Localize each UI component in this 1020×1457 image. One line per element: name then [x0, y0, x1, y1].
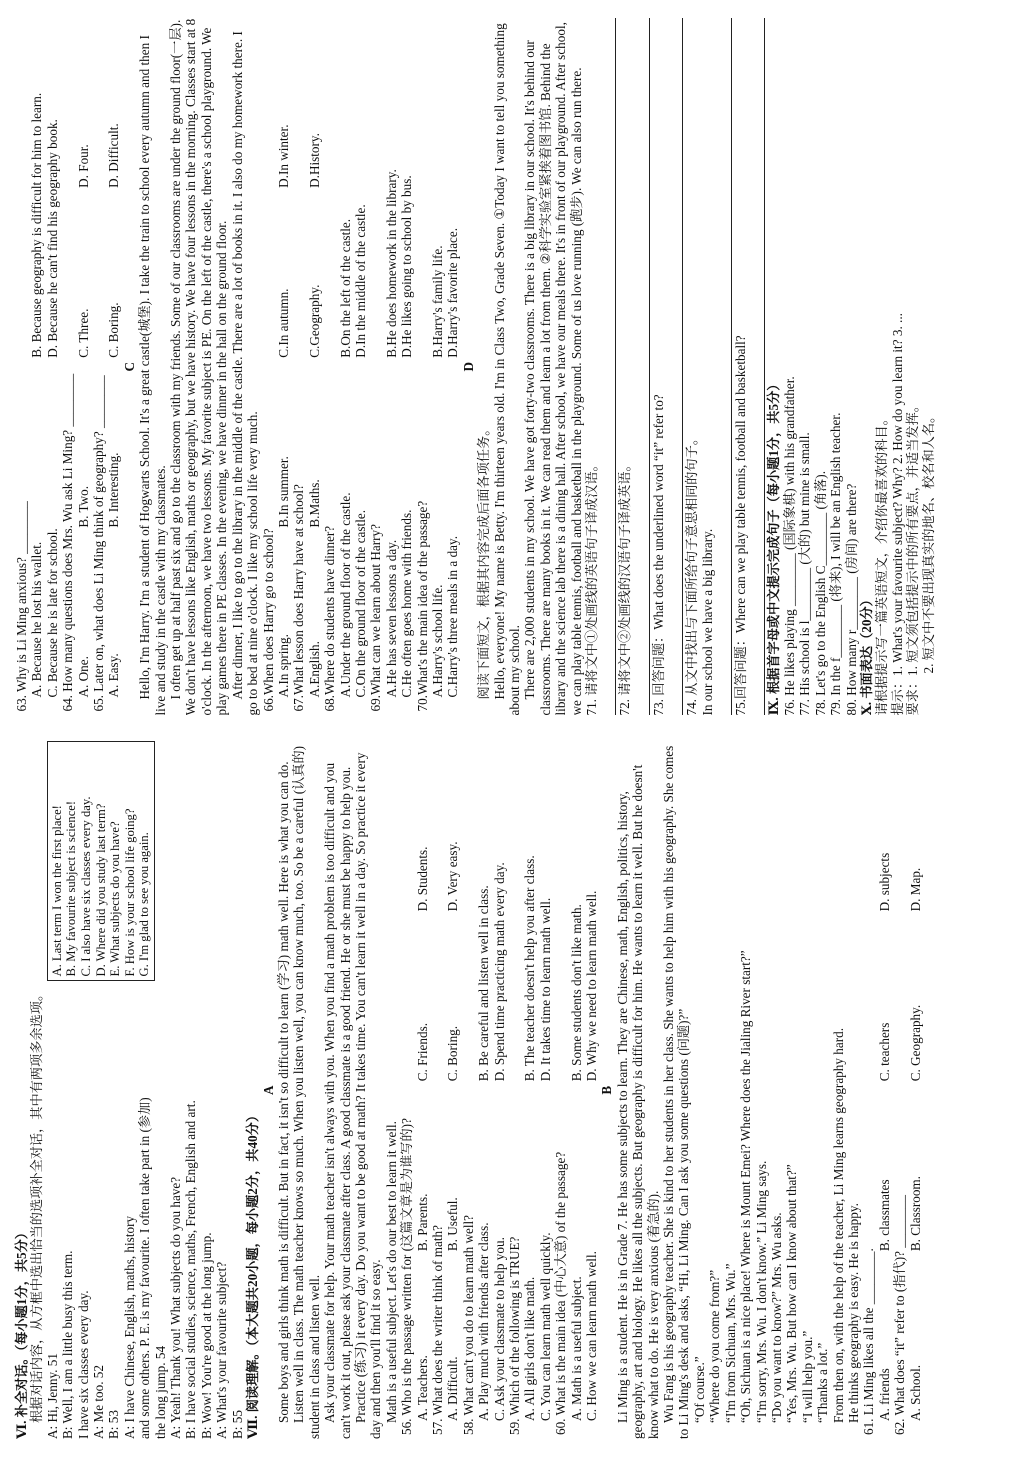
dialog-line: A: I have Chinese, English, maths, history: [121, 1215, 137, 1439]
option[interactable]: A. One.: [75, 656, 91, 698]
passage-b-line: “Yes, Mrs. Wu. But how can I know about that?”: [784, 1164, 800, 1423]
dialog-line: A: What's your favourite subject?: [214, 1261, 230, 1439]
option[interactable]: A. Play much with friends after class.: [476, 1222, 492, 1421]
dialog-line: A: Me too. 52: [91, 1365, 107, 1439]
option[interactable]: C. Ask your classmate to help you.: [491, 1237, 507, 1421]
passage-b-line: “Thanks a lot.”: [815, 1342, 831, 1423]
dialog-line: and some others. P. E. is my favourite. I often take part in (参加): [137, 1097, 153, 1439]
question-66: 66.When does Harry go to school? A.In spring. B.In summer. C.In autumn. D.In winter.: [261, 18, 292, 716]
dialog-line: A: Yeah! Thank you! What subjects do you have?: [168, 1176, 184, 1439]
passage-b-line: “Do you want to know?” Mrs. Wu asks.: [768, 1212, 784, 1423]
option[interactable]: A.He has seven lessons a day.: [383, 539, 399, 698]
passage-d-paragraph: There are 2,000 students in my school. We have got forty-two classrooms. There is a big library in our school. It's behind our classrooms. There are many books in it. We can read them and learn a lot from them. ②科学实验室紧挨着图书馆. Behind the library and the science lab there is a dining hall. After school, we have our meals there. It's in front of our playground. After school, we can play table tennis, football and basketball in the playground. Some of us love running (跑步). We can also run there.: [522, 22, 584, 716]
option[interactable]: D.He likes going to school by bus.: [399, 175, 415, 358]
question-59: 59. Which of the following is TRUE? A. All girls don't like math. B. The teacher doesn't help you after class. C. You can learn math well quickly. D. It takes time to learn math well.: [507, 742, 553, 1440]
passage-a-paragraph: Listen well in class. The math teacher knows so much. When you listen well, you can know much, too. So be a careful (认真的) student in class and listen well.: [291, 745, 322, 1439]
option[interactable]: D. It takes time to learn math well.: [537, 897, 553, 1082]
right-column: [14, 18, 1008, 716]
passage-b-line: “I'm from Sichuan, Mrs. Wu.”: [722, 1263, 738, 1423]
section-10-title: Ⅹ. 书面表达（20分）: [858, 593, 874, 716]
task-line: 72. 请将文中②处画线的汉语句子译成英语。: [617, 458, 633, 716]
task-line: In our school we have a big library.: [699, 528, 715, 716]
answer-line[interactable]: [716, 18, 732, 716]
passage-c-label: C: [121, 361, 137, 372]
option[interactable]: B. Interesting.: [106, 452, 122, 528]
left-column: [14, 742, 1008, 1440]
option[interactable]: B. Some students don't like math.: [568, 904, 584, 1082]
question-68: 68.Where do students have dinner? A.Under the ground floor of the castle. B.On the left of the castle. C.On the ground floor of the castle. D.In the middle of the castle.: [322, 18, 368, 716]
question-60: 60. What is the main idea (中心大意) of the passage? A. Math is a useful subject. B. Some students don't like math. C. How we can learn math well. D. Why we need to learn math well.: [553, 742, 599, 1440]
option[interactable]: A. Teachers.: [414, 1355, 430, 1421]
dialog-line: B: 53: [106, 1410, 122, 1439]
passage-d-paragraph: Hello, everyone! My name is Betty. I'm thirteen years old. I'm in Class Two, Grade Seven. ①Today I want to tell you something about my school.: [491, 23, 522, 716]
section-6-title: Ⅵ. 补全对话。（每小题1分，共5分）: [14, 1226, 29, 1439]
question-57: 57. What does the writer think of math? A. Difficult. B. Useful. C. Boring. D. Very easy.: [430, 742, 461, 1440]
dialog-line: A: Hi, Jenny. 51: [44, 1353, 60, 1439]
answer-line[interactable]: [749, 18, 765, 716]
option[interactable]: C.Geography.: [306, 284, 322, 358]
option[interactable]: A. friends: [876, 1368, 892, 1421]
box-option: D. Where did you study last term?: [93, 803, 108, 977]
passage-d-instructions: 阅读下面短文，根据其内容完成后面各项任务。: [476, 422, 492, 700]
writing-instruction: 请根据提示写一篇英语短文，介绍你最喜欢的科目。: [874, 412, 890, 716]
answer-line[interactable]: [600, 18, 616, 716]
option[interactable]: A. Easy.: [106, 653, 122, 698]
writing-instruction: 要求：1. 短文须包括提示中的所有要点，并适当发挥。: [905, 399, 921, 716]
question-62: 62. What does “it” refer to (指代)? ________ A. School. B. Classroom. C. Geography. D. Map.: [892, 742, 923, 1440]
option[interactable]: B.He does homework in the library.: [383, 169, 399, 358]
passage-c-paragraph: Hello, I'm Harry. I'm a student of Hogwarts School. It's a great castle(城堡). I take the train to school every autumn and then I live and study in the castle with my classmates.: [137, 35, 168, 716]
box-option: A. Last term I won the first place!: [49, 805, 64, 977]
option[interactable]: A.In spring.: [275, 634, 291, 698]
writing-instruction: 提示：1. What's your favourite subject? Why? 2. How do you learn it? 3. ...: [889, 313, 905, 716]
option[interactable]: B.Harry's family life.: [429, 245, 445, 358]
section-9-title: Ⅸ. 根据首字母或中文提示完成句子（每小题1分，共5分）: [766, 377, 782, 716]
option[interactable]: C. You can learn math well quickly.: [537, 1232, 553, 1421]
option[interactable]: D. subjects: [876, 852, 892, 912]
question-70: 70.What's the main idea of the passage? A.Harry's school life. B.Harry's family life. C.Harry's three meals in a day. D.Harry's favorite place.: [415, 18, 461, 716]
passage-b-line: “I will help you.”: [799, 1330, 815, 1423]
option[interactable]: B. Because geography is difficult for him to learn.: [29, 92, 45, 358]
option[interactable]: D. Four.: [75, 144, 91, 188]
question-56: 56. Who is the passage written for (这篇文章是为谁写的)? A. Teachers. B. Parents. C. Friends. D. Students.: [399, 742, 430, 1440]
dialog-line: B: Well, I am a little busy this term.: [60, 1250, 76, 1439]
option[interactable]: A. Difficult.: [445, 1356, 461, 1421]
question-64: 64. How many questions does Mrs. Wu ask Li Ming? ________ A. One. B. Two. C. Three. D. Four.: [60, 18, 91, 716]
question-63: 63. Why is Li Ming anxious? ________ A. Because he lost his wallet. B. Because geography is difficult for him to learn. C. Because he is late for school. D. Because he can't find his geography book.: [14, 18, 60, 716]
passage-d-label: D: [460, 361, 476, 372]
option[interactable]: D. Why we need to learn math well.: [584, 890, 600, 1082]
option[interactable]: D. Very easy.: [445, 841, 461, 912]
option[interactable]: B. Parents.: [414, 1193, 430, 1252]
passage-b-paragraph: Li Ming is a student. He is in Grade 7. He has some subjects to learn. They are Chinese, math, English, politics, history, geography, art and biology. He likes all the subjects. But geography is difficult for him. He wants to learn it well. But he doesn't know what to do. He is very anxious (着急的).: [614, 764, 661, 1439]
passage-a-paragraph: Practice (练习) it every day. Do you want to be good at math? It takes time. You can't learn it well in a day. So practice it every day and then you'll find it so easy.: [352, 752, 384, 1439]
option[interactable]: B. Useful.: [445, 1197, 461, 1252]
passage-b-line: “Oh, Sichuan is a nice place! Where is Mount Emei? Where does the Jialing River start?”: [738, 950, 754, 1423]
passage-b-line: He thinks geography is easy. He is happy.: [845, 1203, 861, 1423]
task-line: 73. 回答问题：What does the underlined word “it” refer to?: [650, 394, 666, 716]
writing-instruction: 2. 短文中不要出现真实的地名、校名和人名。: [920, 409, 936, 674]
passage-b-line: From then on, with the help of the teacher, Li Ming learns geography hard.: [830, 1028, 846, 1423]
option[interactable]: C.In autumn.: [275, 288, 291, 358]
option[interactable]: C. Boring.: [445, 1025, 461, 1082]
dialog-line: B: Wow! You're good at the long jump.: [198, 1232, 214, 1439]
dialog-line: B: 55: [229, 1410, 245, 1439]
option[interactable]: A. Math is a useful subject.: [568, 1276, 584, 1421]
option[interactable]: C. Three.: [75, 308, 91, 358]
task-line: 75.回答问题：Where can we play table tennis, football and basketball?: [733, 335, 749, 716]
option[interactable]: A.Under the ground floor of the castle.: [337, 492, 353, 698]
dialog-line: I have six classes every day.: [75, 1290, 91, 1439]
option[interactable]: B. Two.: [75, 485, 91, 528]
option[interactable]: B.Maths.: [306, 479, 322, 528]
passage-a-paragraph: Ask your classmate for help. Your math teacher isn't always with you. When you find a math problem is too difficult and you can't work it out, please ask your classmate after class. A good classmate is a good friend. He or she must be happy to help you.: [322, 762, 353, 1439]
option[interactable]: C. Friends.: [414, 1023, 430, 1082]
passage-a-paragraph: Math is a useful subject. Let's do our best to learn it well.: [383, 1121, 399, 1423]
box-option: G. I'm glad to see you again.: [137, 832, 152, 977]
tasks-71-75: [584, 18, 765, 716]
task-line: 71. 请将文中①处画线的英语句子译成汉语。: [584, 458, 600, 716]
section-7-title: Ⅶ. 阅读理解。（本大题共20小题，每小题2分，共40分）: [245, 1108, 261, 1439]
option[interactable]: D. Spend time practicing math every day.: [491, 862, 507, 1082]
option[interactable]: A. All girls don't like math.: [522, 1276, 538, 1421]
option[interactable]: B.On the left of the castle.: [337, 218, 353, 358]
fill-item[interactable]: 77. His school is l________ (大的) but mine is small.: [797, 432, 813, 716]
options-box: [47, 742, 155, 982]
option[interactable]: C. teachers: [876, 1022, 892, 1082]
question-65: 65. Later on, what does Li Ming think of geography? ________ A. Easy. B. Interesting. C. Boring. D. Difficult.: [91, 18, 122, 716]
option[interactable]: B. Be careful and listen well in class.: [476, 885, 492, 1082]
passage-a-paragraph: Some boys and girls think math is difficult. But in fact, it isn't so difficult to learn (学习) math well. Here is what you can do.: [275, 761, 291, 1423]
box-option: E. What subjects do you have?: [108, 821, 123, 977]
dialog-line: the long jump. 54: [152, 1345, 168, 1439]
option[interactable]: C.Harry's three meals in a day.: [445, 535, 461, 698]
question-67: 67.What lesson does Harry have at school? A.English. B.Maths. C.Geography. D.History.: [291, 18, 322, 716]
option[interactable]: B. classmates: [876, 1179, 892, 1252]
box-option: B. My favourite subject is science!: [64, 800, 79, 977]
option[interactable]: D. Because he can't find his geography book.: [44, 119, 60, 358]
option[interactable]: A.English.: [306, 641, 322, 698]
option[interactable]: C.He often goes home with friends.: [399, 509, 415, 698]
passage-a-label: A: [260, 1085, 276, 1096]
option[interactable]: A.Harry's school life.: [429, 584, 445, 698]
option[interactable]: D. Students.: [414, 846, 430, 912]
answer-line[interactable]: [634, 18, 650, 716]
answer-line[interactable]: [667, 18, 683, 716]
option[interactable]: C. Geography.: [907, 1004, 923, 1082]
option[interactable]: C. Boring.: [106, 302, 122, 358]
option[interactable]: D. Map.: [907, 867, 923, 912]
question-69: 69.What can we learn about Harry? A.He has seven lessons a day. B.He does homework in the library. C.He often goes home with friends. D.He likes going to school by bus.: [368, 18, 414, 716]
passage-b-line: “Of course.”: [691, 1356, 707, 1423]
fill-item[interactable]: 79. In the f________ (将来), I will be an English teacher.: [828, 412, 844, 716]
box-option: F. How is your school life going?: [122, 808, 137, 977]
option[interactable]: D.In the middle of the castle.: [352, 204, 368, 358]
question-58: 58. What can't you do to learn math well? A. Play much with friends after class. B. Be careful and listen well in class. C. Ask your classmate to help you. D. Spend time practicing math every day.: [461, 742, 507, 1440]
option[interactable]: D.In winter.: [275, 124, 291, 188]
fill-item[interactable]: 76. He likes playing ________ (国际象棋) with his grandfather.: [781, 376, 797, 716]
box-option: C. I also have six classes every day.: [79, 796, 93, 977]
passage-b-line: “Where do you come from?”: [707, 1269, 723, 1423]
option[interactable]: A. Because he lost his wallet.: [29, 541, 45, 698]
question-61: 61. Li Ming likes all the ________. A. friends B. classmates C. teachers D. subjects: [861, 742, 892, 1440]
option[interactable]: C.On the ground floor of the castle.: [352, 509, 368, 698]
option[interactable]: C. How we can learn math well.: [584, 1251, 600, 1421]
option[interactable]: A. School.: [907, 1364, 923, 1421]
fill-item[interactable]: 80. How many r________ (房间) are there?: [843, 483, 859, 716]
option[interactable]: B. Classroom.: [907, 1176, 923, 1252]
passage-c-paragraph: After dinner, I like to go to the library in the middle of the castle. There are a lot of books in it. I also do my homework there. I go to bed at nine o'clock. I like my school life very much.: [229, 31, 261, 716]
option[interactable]: B.In summer.: [275, 456, 291, 528]
section-6-instructions: 根据对话内容，从方框中选出恰当的选项补全对话，其中有两项多余选项。: [29, 987, 45, 1423]
option[interactable]: D.History.: [306, 133, 322, 188]
dialog-line: B: I have social studies, science, maths, French, English and art.: [183, 1100, 199, 1439]
passage-b-paragraph: Wu Fang is his geography teacher. She is kind to her students in her class. She wants to help him with his geography. She comes to Li Ming's desk and asks, “Hi, Li Ming. Can I ask you some questions (问题)?”: [661, 745, 692, 1439]
option[interactable]: D. Difficult.: [106, 123, 122, 188]
option[interactable]: D.Harry's favorite place.: [445, 227, 461, 358]
passage-b-label: B: [599, 1085, 615, 1095]
task-line: 74. 从文中找出与下面所给句子意思相同的句子。: [684, 431, 700, 716]
fill-item[interactable]: 78. Let's go to the English C________ (角落).: [812, 471, 828, 716]
passage-c-paragraph: I often get up at half past six and go to the classroom with my friends. Some of our classrooms are under the ground floor(一层). We don't have lessons like English, maths or geography, but we have history. We have four lessons in the morning. Classes start at 8 o'clock. In the afternoon, we have two lessons. My favorite subject is PE. On the left of the castle, there's a school playground. We play games there in PE classes. In the evening, we have dinner in the hall on the ground floor.: [168, 18, 230, 716]
option[interactable]: C. Because he is late for school.: [44, 528, 60, 698]
option[interactable]: B. The teacher doesn't help you after class.: [522, 855, 538, 1082]
passage-b-line: “I'm sorry, Mrs. Wu. I don't know.” Li Ming says.: [753, 1160, 769, 1423]
